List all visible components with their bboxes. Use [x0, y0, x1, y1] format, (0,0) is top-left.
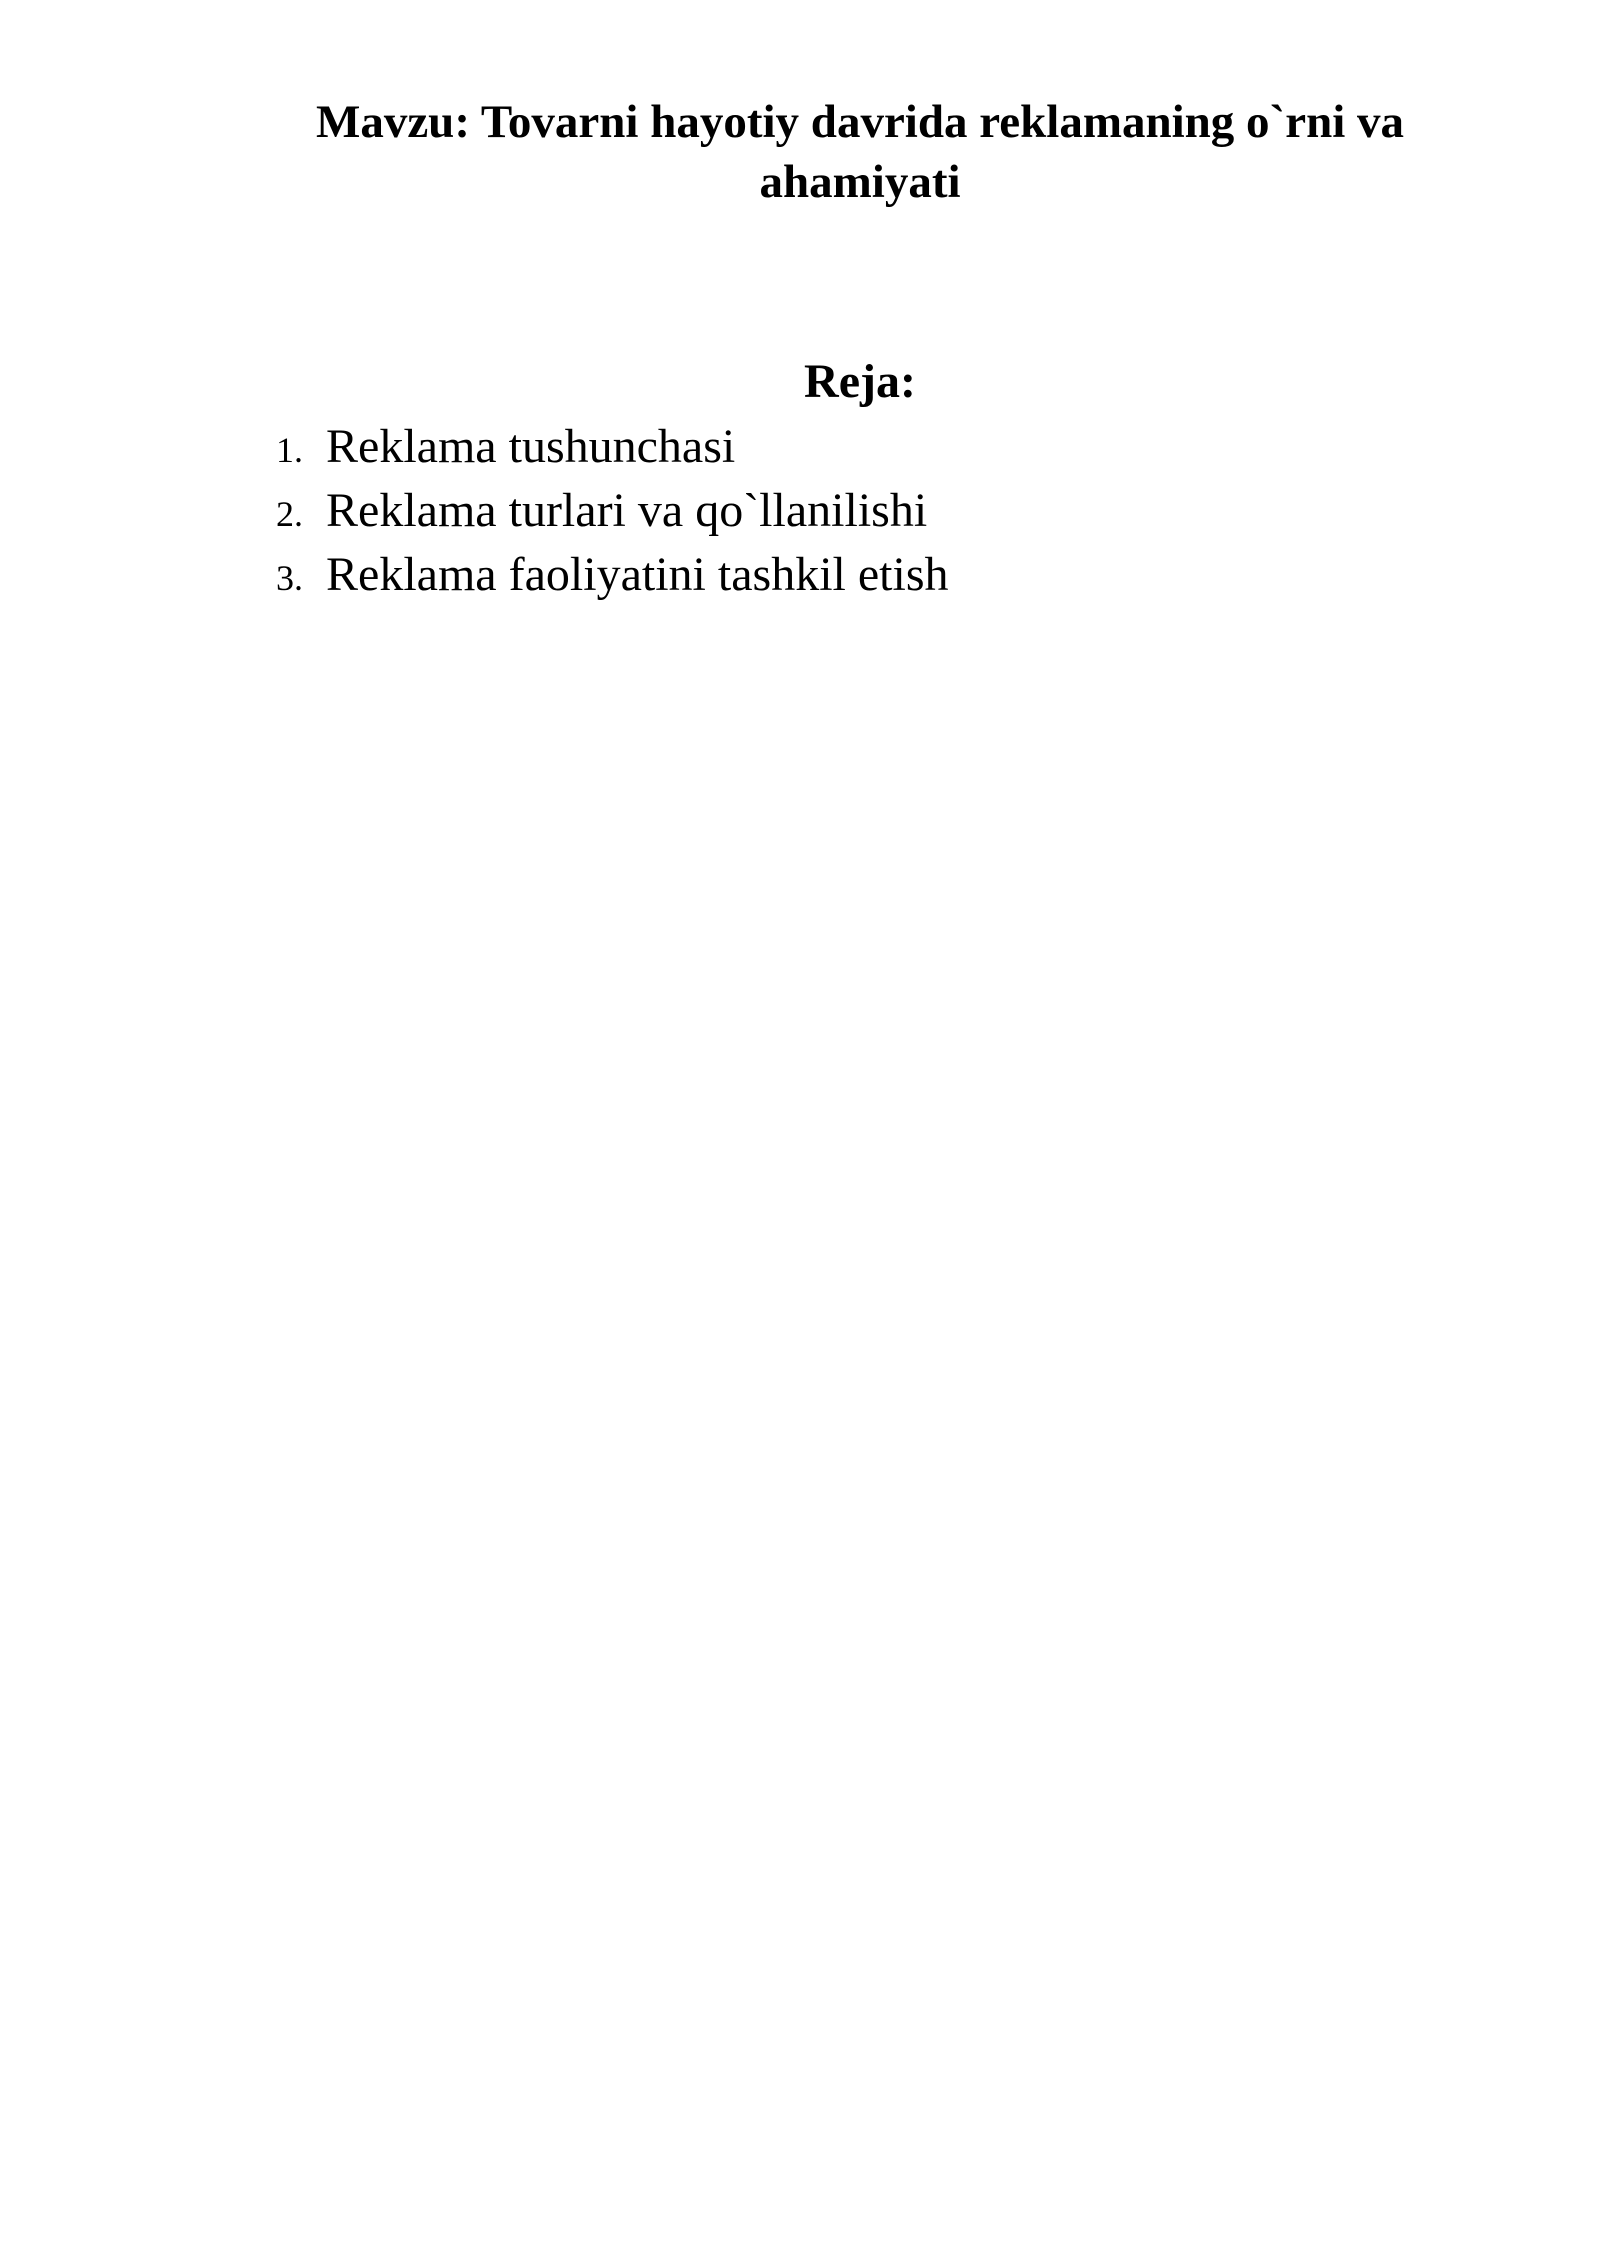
- plan-item: [276, 543, 949, 607]
- plan-item-number: 1.: [276, 430, 303, 470]
- plan-item-number: 2.: [276, 494, 303, 534]
- plan-item-text: Reklama faoliyatini tashkil etish: [326, 548, 949, 601]
- plan-item: [276, 415, 949, 479]
- plan-item-text: Reklama turlari va qo`llanilishi: [326, 484, 928, 537]
- plan-item-text: Reklama tushunchasi: [326, 420, 736, 473]
- document-title: Mavzu: Tovarni hayotiy davrida reklamaning o`rni va ahamiyati: [315, 96, 1405, 208]
- plan-list: [276, 415, 949, 607]
- plan-heading: Reja:: [804, 355, 916, 408]
- plan-item: [276, 479, 949, 543]
- plan-item-number: 3.: [276, 558, 303, 598]
